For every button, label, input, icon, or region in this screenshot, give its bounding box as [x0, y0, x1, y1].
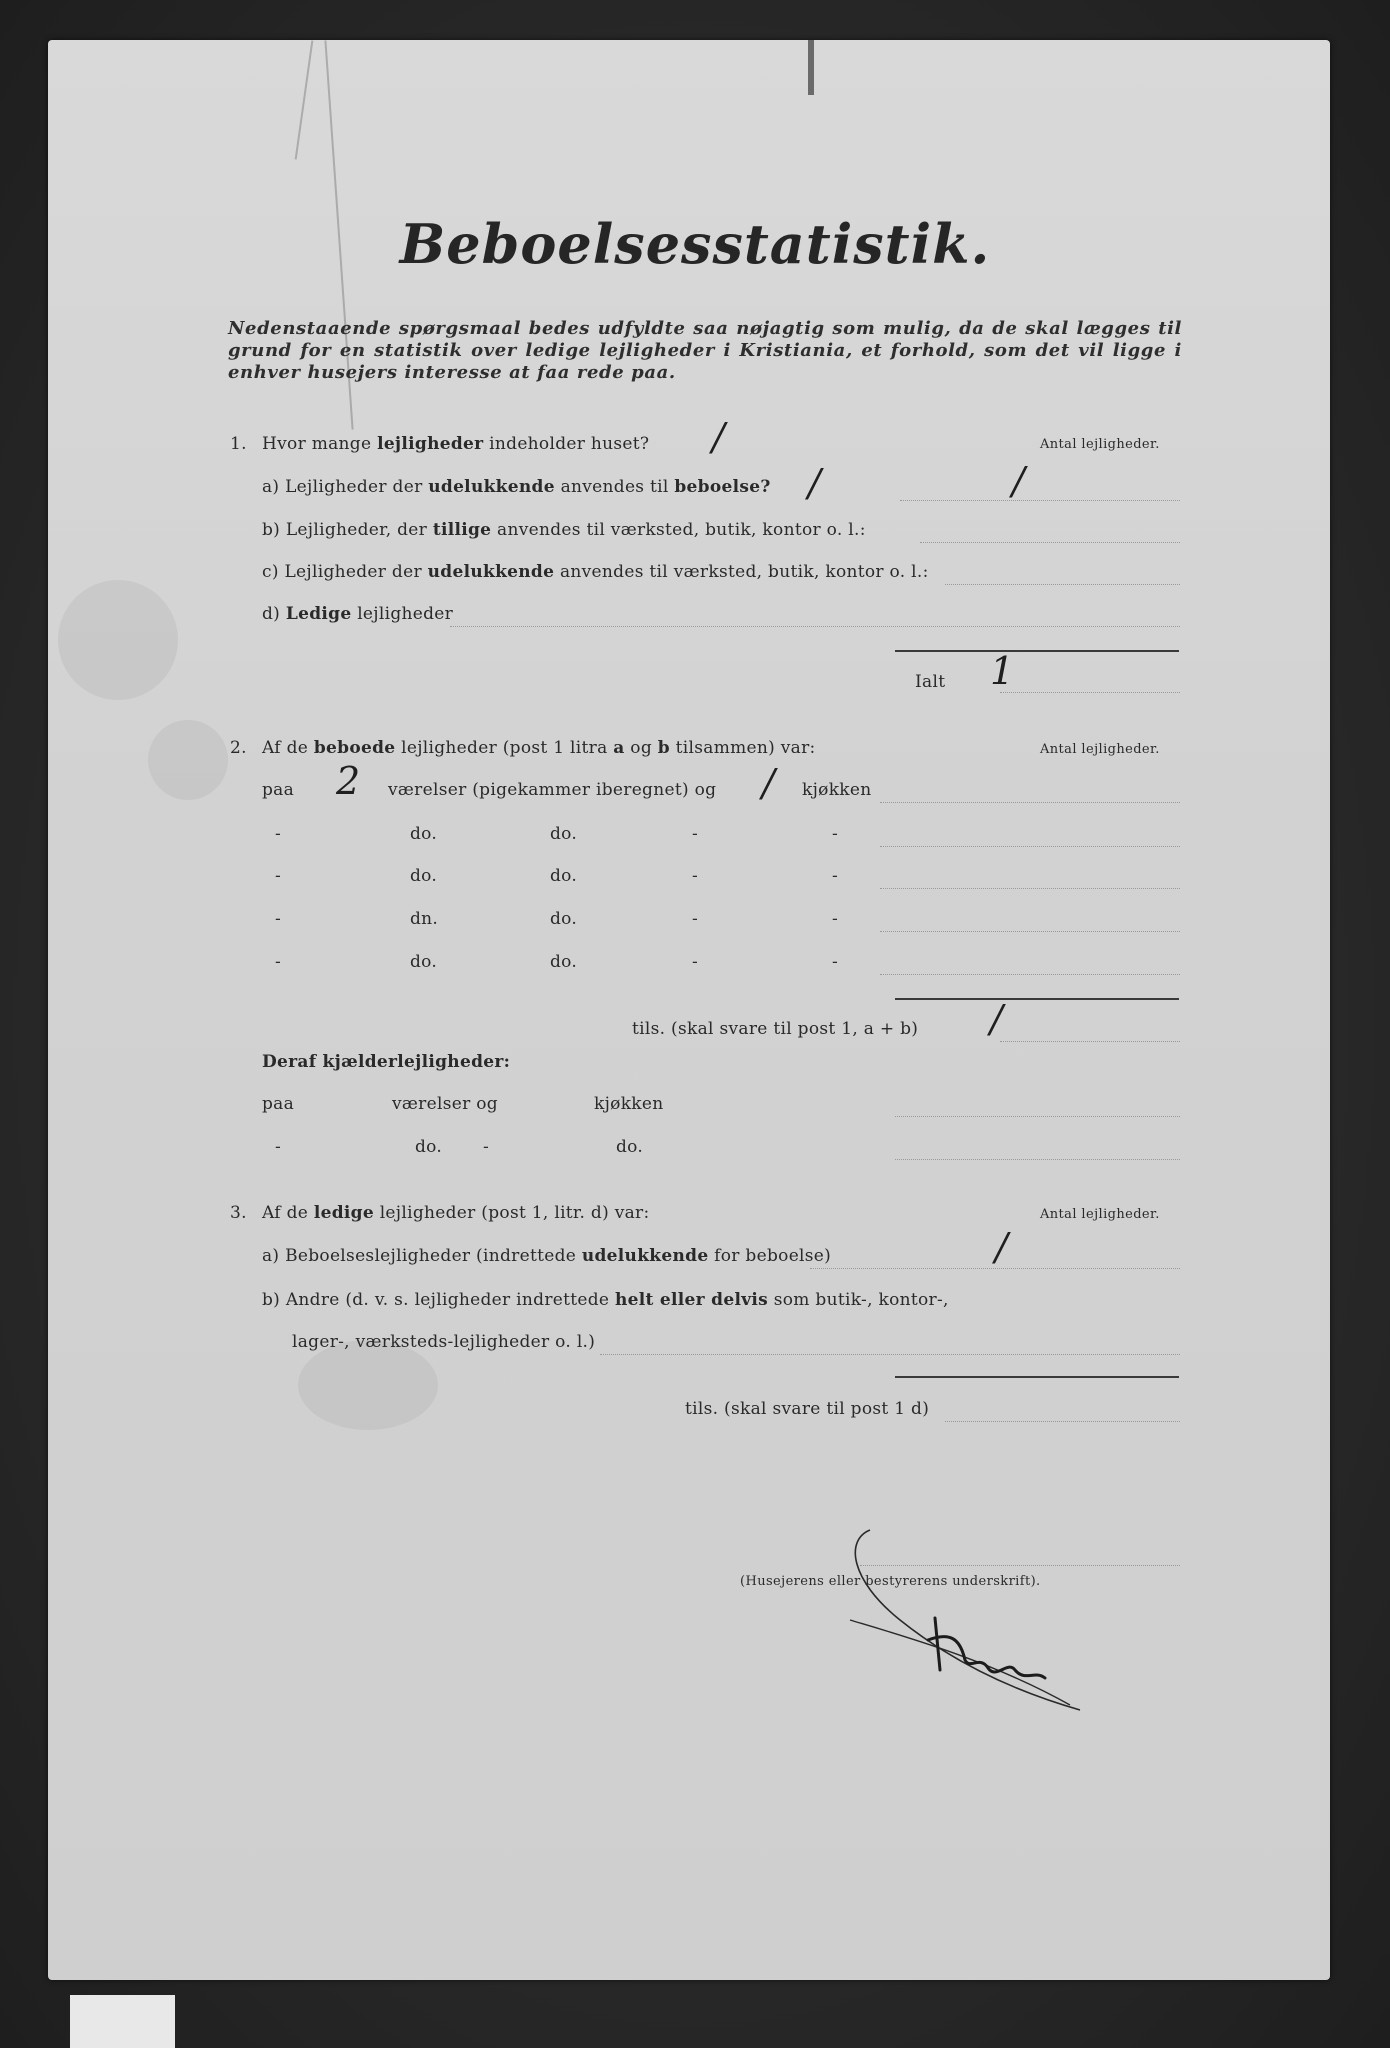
q1-ialt-fill-line: [1000, 692, 1180, 693]
q2-paa-fill-line: [880, 802, 1180, 803]
q2-row-1-dash: -: [275, 824, 282, 844]
q1-a-pre: a) Lejligheder der: [262, 477, 423, 497]
q1-d-pre: d): [262, 604, 281, 624]
q1-text-post: indeholder huset?: [489, 434, 650, 454]
q2-bold-b: b: [657, 738, 670, 758]
q3-b-bold: helt eller delvis: [615, 1290, 769, 1310]
q1-text-pre: Hvor mange: [262, 434, 372, 454]
q3-b-post: som butik-, kontor-,: [773, 1290, 949, 1310]
q2-tils-answer-handwritten: /: [990, 997, 1003, 1041]
q3-sum-rule: [895, 1376, 1179, 1378]
q2-row-3-do1: dn.: [410, 909, 439, 929]
q3-number: 3.: [230, 1203, 247, 1223]
q3-pre: Af de: [262, 1203, 309, 1223]
q2-row-4-do1: do.: [410, 952, 438, 972]
q2-row-1-do1: do.: [410, 824, 438, 844]
owner-signature: [840, 1520, 1100, 1720]
q3-b-pre: b) Andre (d. v. s. lejligheder indrettede: [262, 1290, 610, 1310]
q1-b-pre: b) Lejligheder, der: [262, 520, 428, 540]
q2-kj-paa: paa: [262, 1094, 295, 1114]
q2-bold-a: a: [613, 738, 625, 758]
q1-answer-handwritten: /: [712, 415, 725, 459]
q1-text: [262, 434, 649, 454]
q3-b2-text: lager-, værksteds-lejligheder o. l.): [292, 1332, 596, 1352]
q2-kjokken-label: kjøkken: [802, 780, 872, 800]
q2-row-2-dash2: -: [692, 866, 699, 886]
q2-row-3-dash3: -: [832, 909, 839, 929]
q1-b-post: anvendes til værksted, butik, kontor o. l.:: [497, 520, 866, 540]
q3-column-header: Antal lejligheder.: [1040, 1207, 1160, 1222]
q2-kj-kjokken: kjøkken: [594, 1094, 664, 1114]
q2-kj-dash2: -: [483, 1137, 490, 1157]
q3-a-pre: a) Beboelseslejligheder (indrettede: [262, 1246, 577, 1266]
q2-row-2-do2: do.: [550, 866, 578, 886]
q2-column-header: Antal lejligheder.: [1040, 742, 1160, 757]
q3-b-text: [262, 1290, 949, 1310]
q1-a-text: [262, 477, 771, 497]
q3-post: lejligheder (post 1, litr. d) var:: [379, 1203, 650, 1223]
q3-b-fill-line: [600, 1354, 1180, 1355]
q3-a-bold: udelukkende: [581, 1246, 709, 1266]
q2-text: [262, 738, 816, 758]
q1-sum-rule: [895, 650, 1179, 652]
film-margin-mark: [70, 1995, 175, 2048]
form-title: Beboelsesstatistik.: [399, 212, 991, 276]
q2-post: lejligheder (post 1 litra: [401, 738, 608, 758]
q1-c-post: anvendes til værksted, butik, kontor o. l.:: [559, 562, 929, 582]
q2-rooms-answer-handwritten: 2: [336, 759, 361, 803]
q1-c-text: [262, 562, 929, 582]
q2-kj-dash1: -: [275, 1137, 282, 1157]
q2-row-3-dash2: -: [692, 909, 699, 929]
q2-row-3-do2: do.: [550, 909, 578, 929]
q2-kj-do2: do.: [616, 1137, 644, 1157]
q2-kj-vaerelser: værelser og: [392, 1094, 498, 1114]
q2-row-4-dash2: -: [692, 952, 699, 972]
q3-tils-label: tils. (skal svare til post 1 d): [685, 1399, 930, 1419]
q2-row-2-dash3: -: [832, 866, 839, 886]
q2-row-2-fill-line: [880, 888, 1180, 889]
q1-text-bold: lejligheder: [377, 434, 484, 454]
q2-row-3-fill-line: [880, 931, 1180, 932]
q2-tils-label: tils. (skal svare til post 1, a + b): [632, 1019, 919, 1039]
q1-a-count-handwritten: /: [1012, 459, 1025, 503]
q2-bold: beboede: [313, 738, 396, 758]
q1-b-text: [262, 520, 866, 540]
q1-d-text: [262, 604, 453, 624]
q1-c-bold: udelukkende: [427, 562, 555, 582]
q2-row-2-do1: do.: [410, 866, 438, 886]
q1-d-post: lejligheder: [357, 604, 454, 624]
q3-a-post: for beboelse): [714, 1246, 832, 1266]
q1-b-bold: tillige: [432, 520, 492, 540]
q2-post2: tilsammen) var:: [675, 738, 816, 758]
q2-row-1-dash2: -: [692, 824, 699, 844]
q3-bold: ledige: [313, 1203, 374, 1223]
q1-a-answer-handwritten: /: [808, 461, 821, 505]
q2-og: og: [630, 738, 652, 758]
q2-row-4-fill-line: [880, 974, 1180, 975]
q3-a-text: [262, 1246, 831, 1266]
q2-row-2-dash: -: [275, 866, 282, 886]
q3-a-answer-handwritten: /: [995, 1225, 1008, 1269]
q3-a-fill-line: [810, 1268, 1180, 1269]
q2-sum-rule: [895, 998, 1179, 1000]
q1-a-bold2: beboelse?: [674, 477, 771, 497]
q1-number: 1.: [230, 434, 247, 454]
q1-c-pre: c) Lejligheder der: [262, 562, 422, 582]
q2-row-4-dash: -: [275, 952, 282, 972]
q1-c-fill-line: [945, 584, 1180, 585]
q1-ialt-answer-handwritten: 1: [990, 649, 1015, 693]
q1-b-fill-line: [920, 542, 1180, 543]
signature-flourish-svg: [840, 1520, 1100, 1720]
q2-row-1-do2: do.: [550, 824, 578, 844]
form-intro: Nedenstaaende spørgsmaal bedes udfyldte saa nøjagtig som mulig, da de skal lægges til grund for en statistik over ledige lejligheder i Kristiania, et forhold, som det vil ligge i enhver husejers interesse at faa rede paa.: [228, 318, 1182, 383]
q2-kj-fill-line: [895, 1116, 1180, 1117]
q1-column-header: Antal lejligheder.: [1040, 437, 1160, 452]
q1-a-bold1: udelukkende: [428, 477, 555, 497]
q2-number: 2.: [230, 738, 247, 758]
q1-d-bold: Ledige: [285, 604, 352, 624]
q2-vaerelser-label: værelser (pigekammer iberegnet) og: [388, 780, 717, 800]
q3-text: [262, 1203, 650, 1223]
q2-row-4-dash3: -: [832, 952, 839, 972]
q2-kjokken-answer-handwritten: /: [762, 761, 775, 805]
q1-a-fill-line: [900, 500, 1180, 501]
q2-paa-label: paa: [262, 780, 295, 800]
q2-pre: Af de: [262, 738, 309, 758]
q2-tils-fill-line: [1000, 1041, 1180, 1042]
q2-row-3-dash: -: [275, 909, 282, 929]
q3-tils-fill-line: [945, 1421, 1180, 1422]
signature-caption: (Husejerens eller bestyrerens underskrift).: [740, 1574, 1041, 1589]
q2-deraf-heading: Deraf kjælderlejligheder:: [262, 1052, 511, 1072]
q1-a-mid: anvendes til: [560, 477, 669, 497]
q2-row-1-dash3: -: [832, 824, 839, 844]
q2-row-1-fill-line: [880, 846, 1180, 847]
q1-ialt-label: Ialt: [915, 672, 946, 692]
q1-d-fill-line: [450, 626, 1180, 627]
q2-kj-fill-line-2: [895, 1159, 1180, 1160]
q2-row-4-do2: do.: [550, 952, 578, 972]
q2-kj-do1: do.: [415, 1137, 443, 1157]
